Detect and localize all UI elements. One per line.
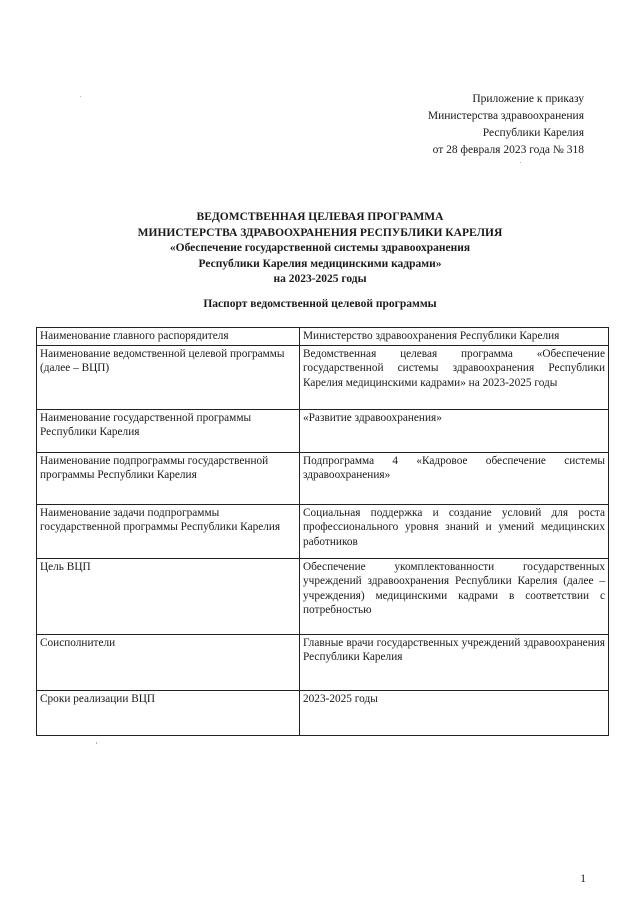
table-row xyxy=(37,690,609,735)
appendix-line: Министерства здравоохранения xyxy=(427,110,584,122)
row-label: Наименование подпрограммы государственной программы Республики Карелия xyxy=(37,452,300,504)
row-value: «Развитие здравоохранения» xyxy=(300,409,609,452)
appendix-note xyxy=(428,91,584,159)
row-label: Соисполнители xyxy=(37,634,300,690)
row-label: Наименование государственной программы Республики Карелия xyxy=(37,409,300,452)
row-label: Наименование ведомственной целевой программы (далее – ВЦП) xyxy=(37,345,300,409)
row-value: Обеспечение укомплектованности государственных учреждений здравоохранения Республики Карелия (далее – учреждения) медицинскими кадрами в соответствии с потребностью xyxy=(300,558,609,634)
table-row xyxy=(37,504,609,558)
table-row xyxy=(37,345,609,409)
row-label: Наименование задачи подпрограммы государственной программы Республики Карелия xyxy=(37,504,300,558)
row-value: Подпрограмма 4 «Кадровое обеспечение системы здравоохранения» xyxy=(300,452,609,504)
appendix-line: Приложение к приказу xyxy=(472,93,584,105)
scan-speck xyxy=(96,742,97,744)
appendix-line: Республики Карелия xyxy=(482,127,584,139)
table-row xyxy=(37,452,609,504)
table-row xyxy=(37,558,609,634)
title-line: на 2023-2025 годы xyxy=(273,273,367,285)
table-row xyxy=(37,328,609,346)
title-line: МИНИСТЕРСТВА ЗДРАВООХРАНЕНИЯ РЕСПУБЛИКИ КАРЕЛИЯ xyxy=(137,226,503,239)
row-label: Наименование главного распорядителя xyxy=(37,328,300,346)
passport-table xyxy=(36,327,609,736)
scan-speck xyxy=(520,162,521,163)
row-label: Сроки реализации ВЦП xyxy=(37,690,300,735)
title-line: «Обеспечение государственной системы здравоохранения xyxy=(169,242,471,254)
document-title xyxy=(0,210,640,288)
table-row xyxy=(37,634,609,690)
row-label: Цель ВЦП xyxy=(37,558,300,634)
row-value: Ведомственная целевая программа «Обеспечение государственной системы здравоохранения Республики Карелия медицинскими кадрами» на 2023-2025 годы xyxy=(300,345,609,409)
row-value: Министерство здравоохранения Республики Карелия xyxy=(300,328,609,346)
row-value: Главные врачи государственных учреждений здравоохранения Республики Карелия xyxy=(300,634,609,690)
table-row xyxy=(37,409,609,452)
passport-heading: Паспорт ведомственной целевой программы xyxy=(203,298,437,310)
row-value: 2023-2025 годы xyxy=(300,690,609,735)
scan-speck xyxy=(80,96,81,97)
row-value: Социальная поддержка и создание условий для роста профессионального уровня знаний и умений медицинских работников xyxy=(300,504,609,558)
title-line: Республики Карелия медицинскими кадрами» xyxy=(198,257,442,270)
appendix-line: от 28 февраля 2023 года № 318 xyxy=(432,144,584,156)
title-line: ВЕДОМСТВЕННАЯ ЦЕЛЕВАЯ ПРОГРАММА xyxy=(196,211,444,223)
page-number: 1 xyxy=(580,873,586,885)
